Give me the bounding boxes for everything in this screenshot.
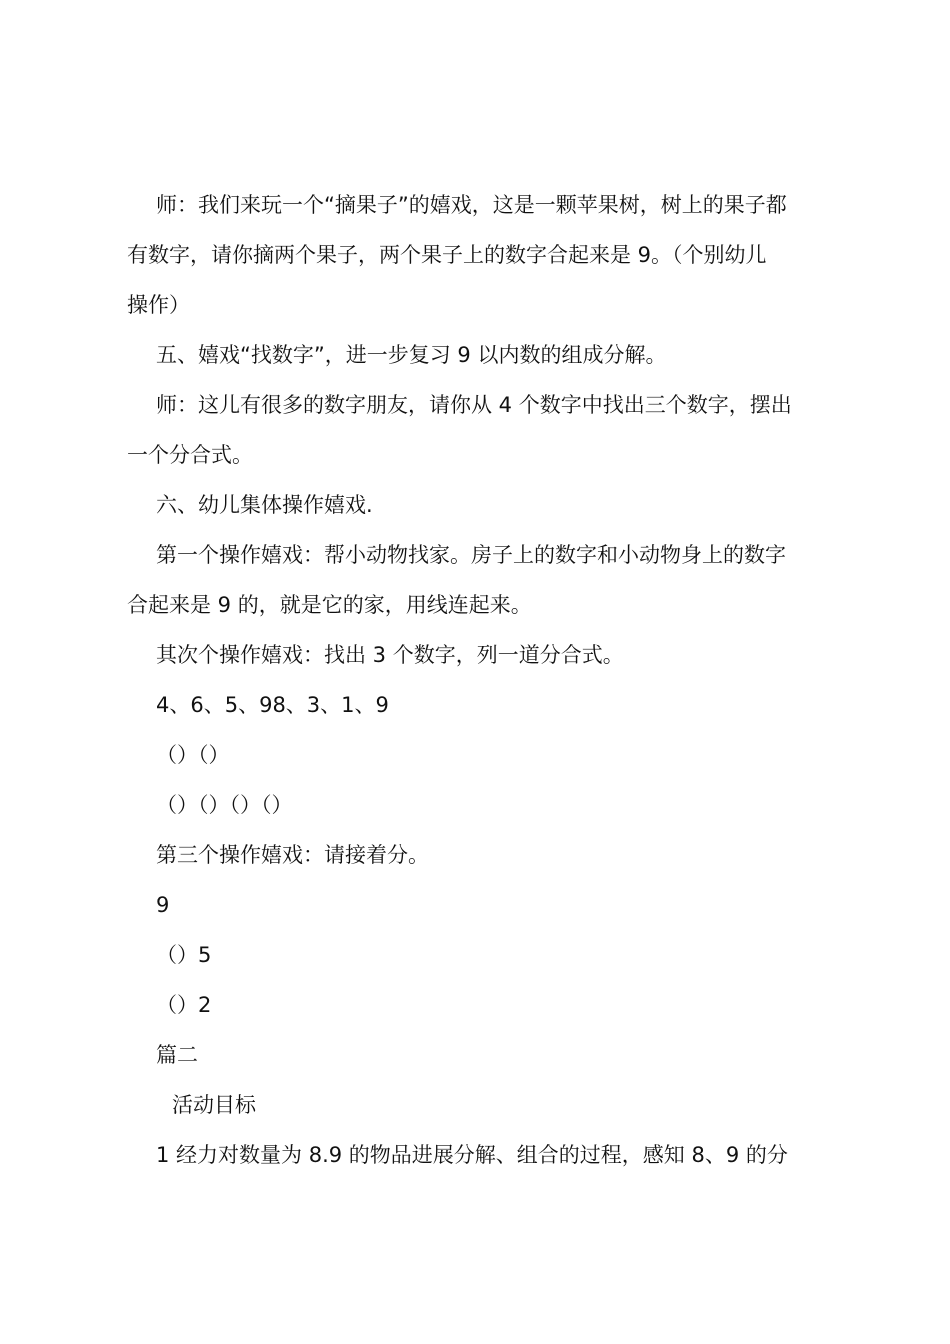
- paragraph-line: 第三个操作嬉戏：请接着分。: [156, 843, 429, 867]
- paragraph-line: 一个分合式。: [127, 443, 253, 467]
- section-heading: 六、幼儿集体操作嬉戏.: [156, 493, 373, 517]
- paragraph-line: 1 经力对数量为 8.9 的物品进展分解、组合的过程，感知 8、9 的分: [156, 1143, 788, 1167]
- blank-brackets: （）5: [156, 943, 212, 967]
- paragraph-line: 操作）: [127, 293, 190, 317]
- paragraph-line: 师：我们来玩一个“摘果子”的嬉戏，这是一颗苹果树，树上的果子都: [156, 193, 787, 217]
- paragraph-line: 师：这儿有很多的数字朋友，请你从 4 个数字中找出三个数字，摆出: [156, 393, 792, 417]
- section-title: 篇二: [156, 1043, 198, 1067]
- blank-brackets: （）（）: [156, 743, 230, 767]
- paragraph-line: 第一个操作嬉戏：帮小动物找家。房子上的数字和小动物身上的数字: [156, 543, 786, 567]
- paragraph-line: 合起来是 9 的，就是它的家，用线连起来。: [127, 593, 532, 617]
- blank-brackets: （）（）（）（）: [156, 793, 293, 817]
- subsection-title: 活动目标: [172, 1093, 256, 1117]
- blank-brackets: （）2: [156, 993, 212, 1017]
- document-body: [127, 180, 833, 1180]
- paragraph-line: 其次个操作嬉戏：找出 3 个数字，列一道分合式。: [156, 643, 624, 667]
- section-heading: 五、嬉戏“找数字”，进一步复习 9 以内数的组成分解。: [156, 343, 667, 367]
- paragraph-line: 有数字，请你摘两个果子，两个果子上的数字合起来是 9。（个别幼儿: [127, 243, 767, 267]
- number-list: 4、6、5、98、3、1、9: [156, 693, 389, 717]
- number-line: 9: [156, 893, 170, 917]
